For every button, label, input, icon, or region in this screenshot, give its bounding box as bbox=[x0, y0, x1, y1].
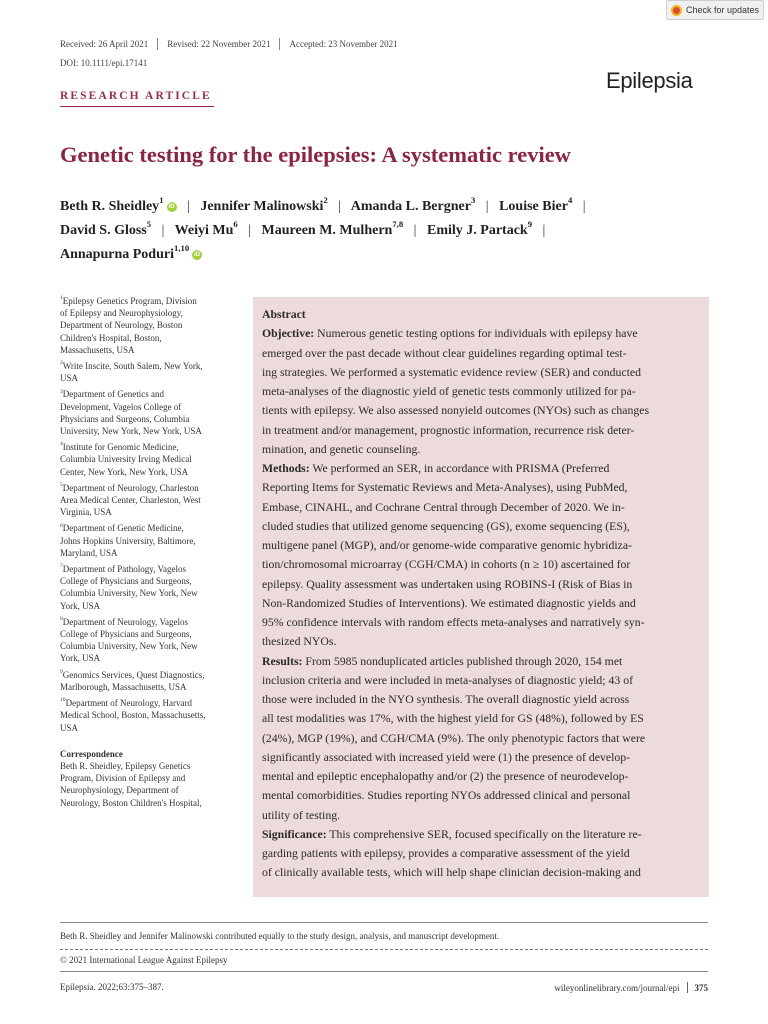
crossmark-icon bbox=[671, 5, 682, 16]
page-footer bbox=[554, 982, 708, 993]
affiliation-line: Epilepsy Genetics Program, Division bbox=[62, 296, 197, 306]
abstract-text: From 5985 nonduplicated articles published through 2020, 154 met bbox=[302, 654, 623, 668]
article-history bbox=[60, 38, 398, 50]
abstract-text: 95% confidence intervals with random effects meta-analyses and narratively syn- bbox=[262, 616, 645, 629]
affiliations bbox=[60, 295, 235, 809]
affiliation-line: Department of Neurology, Harvard bbox=[65, 698, 192, 709]
affiliation-item bbox=[60, 563, 235, 612]
correspondence-heading: Correspondence bbox=[60, 748, 123, 759]
revised-date: Revised: 22 November 2021 bbox=[167, 39, 271, 49]
citation: Epilepsia. 2022;63:375–387. bbox=[60, 982, 164, 992]
affiliation-item bbox=[60, 616, 235, 665]
author-name[interactable]: Maureen M. Mulhern$^{7,8}$ bbox=[261, 219, 404, 238]
abstract-text: all test modalities was 17%, with the highest yield for GS (48%), followed by ES bbox=[262, 712, 644, 726]
author-separator: | bbox=[187, 199, 190, 214]
journal-url[interactable]: wileyonlinelibrary.com/journal/epi bbox=[554, 982, 680, 993]
author-separator: | bbox=[485, 199, 489, 214]
abstract-text: tion/chromosomal microarray (CGH/CMA) in cohorts (n ≥ 10) ascertained for bbox=[262, 558, 631, 572]
abstract-line bbox=[262, 517, 700, 536]
author-name[interactable]: Jennifer Malinowski$^2$ bbox=[200, 195, 328, 214]
affiliation-number: 9 bbox=[60, 668, 63, 675]
orcid-icon[interactable]: iD bbox=[194, 251, 201, 258]
check-for-updates-button[interactable] bbox=[666, 0, 764, 20]
author-line bbox=[60, 195, 593, 215]
affiliation-number: 3 bbox=[60, 388, 63, 395]
affiliation-line: USA bbox=[60, 722, 79, 733]
affiliation-line: Center, New York, New York, USA bbox=[60, 466, 189, 477]
article-type-underline bbox=[60, 106, 214, 107]
abstract-line bbox=[262, 767, 700, 786]
abstract-line bbox=[262, 324, 700, 343]
affiliation-number: 1 bbox=[60, 295, 63, 302]
author-line bbox=[60, 243, 202, 263]
affiliation-number: 8 bbox=[60, 616, 63, 623]
author-name[interactable]: Weiyi Mu$^6$ bbox=[174, 219, 238, 238]
abstract-line bbox=[262, 613, 700, 632]
abstract-text: garding patients with epilepsy, provides a comparative assessment of the yield bbox=[262, 847, 630, 860]
affiliation-number: 6 bbox=[60, 522, 63, 529]
affiliation-line: of Epilepsy and Neurophysiology, bbox=[60, 308, 183, 319]
affiliation-item bbox=[60, 388, 235, 437]
affiliation-line: Write Inscite, South Salem, New York, bbox=[62, 361, 203, 372]
affiliation-line: Columbia University Irving Medical bbox=[60, 454, 192, 465]
abstract-line bbox=[262, 363, 700, 382]
affiliation-line: University, New York, New York, USA bbox=[60, 426, 202, 437]
abstract-line bbox=[262, 575, 700, 594]
abstract-text: of clinically available tests, which will help shape clinician decision-making and bbox=[262, 866, 641, 880]
footer-divider bbox=[60, 971, 708, 972]
affiliation-line: York, USA bbox=[60, 653, 101, 664]
received-date: Received: 26 April 2021 bbox=[60, 39, 149, 49]
abstract-heading: Abstract bbox=[262, 308, 306, 321]
author-line bbox=[60, 219, 552, 239]
affiliation-item bbox=[60, 482, 235, 519]
abstract-line bbox=[262, 786, 700, 805]
author-name[interactable]: Louise Bier$^4$ bbox=[499, 195, 573, 214]
author-separator: | bbox=[542, 223, 546, 238]
affiliation-number: 2 bbox=[60, 360, 63, 367]
abstract-text: significantly associated with increased yield were (1) the presence of develop- bbox=[262, 750, 631, 764]
abstract-text: tients with epilepsy. We also assessed nonyield outcomes (NYOs) such as changes bbox=[262, 404, 650, 418]
affiliation-item bbox=[60, 697, 235, 734]
affiliation-line: College of Physicians and Surgeons, bbox=[60, 576, 192, 587]
affiliation-line: Columbia University, New York, New bbox=[60, 641, 198, 652]
divider bbox=[279, 38, 280, 50]
abstract-text: Numerous genetic testing options for individuals with epilepsy have bbox=[314, 327, 638, 341]
abstract-line bbox=[262, 863, 700, 882]
page-number: 375 bbox=[694, 982, 708, 993]
abstract-line bbox=[262, 421, 700, 440]
abstract-text: those were included in the NYO synthesis. The overall diagnostic yield across bbox=[262, 693, 630, 706]
abstract-line bbox=[262, 632, 700, 651]
divider bbox=[157, 38, 158, 50]
abstract-line bbox=[262, 690, 700, 709]
abstract-line bbox=[262, 498, 700, 517]
footnote-divider bbox=[60, 922, 708, 923]
affiliation-line: Department of Pathology, Vagelos bbox=[62, 564, 187, 575]
affiliation-number: 10 bbox=[60, 697, 66, 704]
affiliation-item bbox=[60, 669, 235, 693]
abstract-line bbox=[262, 594, 700, 613]
affiliation-number: 5 bbox=[60, 482, 63, 489]
author-separator: | bbox=[582, 199, 586, 214]
affiliation-line: Massachusetts, USA bbox=[60, 344, 135, 355]
abstract-line bbox=[262, 459, 700, 478]
affiliation-number: 7 bbox=[60, 563, 63, 570]
article-title: Genetic testing for the epilepsies: A systematic review bbox=[60, 142, 571, 167]
correspondence-address bbox=[60, 760, 235, 809]
journal-logo: Epilepsia bbox=[606, 68, 693, 93]
abstract-line bbox=[262, 748, 700, 767]
abstract-text: utility of testing. bbox=[262, 808, 341, 822]
abstract-text: mination, and genetic counseling. bbox=[262, 442, 421, 456]
author-separator: | bbox=[248, 223, 252, 238]
abstract-line bbox=[262, 709, 700, 728]
abstract-text: meta-analyses of the diagnostic yield of genetic tests commonly utilized for pa- bbox=[262, 385, 636, 398]
abstract-text: inclusion criteria and were included in meta-analyses of diagnostic yield; 43 of bbox=[262, 673, 633, 687]
abstract-text: Reporting Items for Systematic Reviews and Meta-Analyses), using PubMed, bbox=[262, 481, 628, 495]
correspondence-line: Neurophysiology, Department of bbox=[60, 785, 179, 796]
affiliation-line: College of Physicians and Surgeons, bbox=[60, 629, 192, 640]
author-name[interactable]: Emily J. Partack$^9$ bbox=[426, 219, 533, 238]
affiliation-list bbox=[60, 295, 235, 734]
abstract-text: multigene panel (MGP), and/or genome-wide comparative genomic hybridiza- bbox=[262, 539, 633, 552]
abstract-box bbox=[253, 297, 709, 897]
affiliation-line: Virginia, USA bbox=[60, 507, 112, 518]
abstract-line bbox=[262, 382, 700, 401]
affiliation-line: Physicians and Surgeons, Columbia bbox=[60, 413, 190, 424]
affiliation-line: Department of Genetics and bbox=[62, 389, 165, 400]
affiliation-line: Department of Neurology, Vagelos bbox=[62, 616, 189, 627]
dotted-divider bbox=[60, 949, 708, 950]
abstract-text: cluded studies that utilized genome sequencing (GS), exome sequencing (ES), bbox=[262, 519, 630, 533]
affiliation-line: Genomics Services, Quest Diagnostics, bbox=[62, 669, 205, 680]
author-name[interactable]: Beth R. Sheidley$^1$ bbox=[60, 195, 164, 214]
doi[interactable]: DOI: 10.1111/epi.17141 bbox=[60, 58, 148, 68]
affiliation-line: Department of Neurology, Charleston bbox=[62, 482, 199, 493]
abstract-line bbox=[262, 729, 700, 748]
contribution-footnote: Beth R. Sheidley and Jennifer Malinowski contributed equally to the study design, analysis, and manuscript development. bbox=[60, 931, 500, 941]
abstract-text: Embase, CINAHL, and Cochrane Central through December of 2020. We in- bbox=[262, 500, 625, 514]
abstract-text: Non-Randomized Studies of Interventions). We estimated diagnostic yields and bbox=[262, 596, 636, 610]
affiliation-line: Development, Vagelos College of bbox=[60, 401, 182, 412]
affiliation-line: Department of Neurology, Boston bbox=[60, 320, 183, 331]
affiliation-line: York, USA bbox=[60, 600, 101, 611]
abstract-line bbox=[262, 536, 700, 555]
affiliation-line: Area Medical Center, Charleston, West bbox=[60, 495, 201, 506]
abstract-line bbox=[262, 825, 700, 844]
affiliation-item bbox=[60, 295, 235, 356]
affiliation-line: USA bbox=[60, 373, 79, 384]
affiliation-item bbox=[60, 522, 235, 559]
abstract-line bbox=[262, 478, 700, 497]
author-name[interactable]: Amanda L. Bergner$^3$ bbox=[350, 195, 476, 214]
correspondence-line: Program, Division of Epilepsy and bbox=[60, 773, 186, 784]
abstract-text: We performed an SER, in accordance with PRISMA (Preferred bbox=[309, 462, 610, 475]
abstract-text: thesized NYOs. bbox=[262, 635, 337, 649]
correspondence-line: Neurology, Boston Children's Hospital, bbox=[60, 797, 202, 808]
author-separator: | bbox=[338, 199, 342, 214]
abstract-text: mental comorbidities. Studies reporting NYOs addressed clinical and personal bbox=[262, 789, 631, 803]
orcid-icon[interactable]: iD bbox=[168, 203, 175, 210]
abstract-text: epilepsy. Quality assessment was undertaken using ROBINS-I (Risk of Bias in bbox=[262, 577, 633, 591]
affiliation-line: Institute for Genomic Medicine, bbox=[62, 442, 179, 453]
check-for-updates-label: Check for updates bbox=[686, 5, 760, 15]
abstract-text: in treatment and/or management, prognostic information, recurrence risk deter- bbox=[262, 423, 635, 437]
abstract-text: This comprehensive SER, focused specifically on the literature re- bbox=[326, 827, 642, 841]
accepted-date: Accepted: 23 November 2021 bbox=[289, 39, 398, 49]
affiliation-line: Department of Genetic Medicine, bbox=[62, 523, 184, 534]
affiliation-item bbox=[60, 441, 235, 478]
affiliation-number: 4 bbox=[60, 441, 63, 448]
affiliation-line: Marlborough, Massachusetts, USA bbox=[60, 681, 187, 692]
copyright-notice: © 2021 International League Against Epilepsy bbox=[60, 955, 228, 965]
abstract-line bbox=[262, 344, 700, 363]
correspondence-line: Beth R. Sheidley, Epilepsy Genetics bbox=[60, 760, 191, 771]
affiliation-line: Maryland, USA bbox=[60, 547, 118, 558]
abstract-text: emerged over the past decade without clear guidelines regarding optimal test- bbox=[262, 346, 627, 360]
abstract-line bbox=[262, 555, 700, 574]
abstract-section-label: Significance: bbox=[262, 827, 327, 841]
divider bbox=[687, 982, 688, 993]
abstract-section-label: Objective: bbox=[262, 327, 315, 341]
abstract-line bbox=[262, 401, 700, 420]
abstract-body bbox=[262, 324, 700, 882]
affiliation-item bbox=[60, 360, 235, 384]
author-name[interactable]: Annapurna Poduri$^{1,10}$ bbox=[60, 243, 190, 262]
abstract-text: mental and epileptic encephalopathy and/or (2) the presence of neurodevelop- bbox=[262, 770, 629, 783]
author-name[interactable]: David S. Gloss$^5$ bbox=[60, 219, 152, 238]
abstract-text: ing strategies. We performed a systematic evidence review (SER) and conducted bbox=[262, 365, 641, 379]
abstract-text: (24%), MGP (19%), and CGH/CMA (9%). The only phenotypic factors that were bbox=[262, 731, 646, 745]
affiliation-line: Medical School, Boston, Massachusetts, bbox=[60, 710, 206, 721]
abstract-line bbox=[262, 652, 700, 671]
article-type: RESEARCH ARTICLE bbox=[60, 90, 212, 102]
abstract-line bbox=[262, 844, 700, 863]
abstract-section-label: Methods: bbox=[262, 462, 310, 475]
abstract-section-label: Results: bbox=[262, 654, 303, 668]
affiliation-line: Johns Hopkins University, Baltimore, bbox=[60, 535, 196, 546]
abstract-line bbox=[262, 806, 700, 825]
affiliation-line: Children's Hospital, Boston, bbox=[60, 332, 162, 343]
author-separator: | bbox=[413, 223, 417, 238]
abstract-line bbox=[262, 671, 700, 690]
author-separator: | bbox=[161, 223, 165, 238]
abstract-line bbox=[262, 440, 700, 459]
affiliation-line: Columbia University, New York, New bbox=[60, 588, 198, 599]
